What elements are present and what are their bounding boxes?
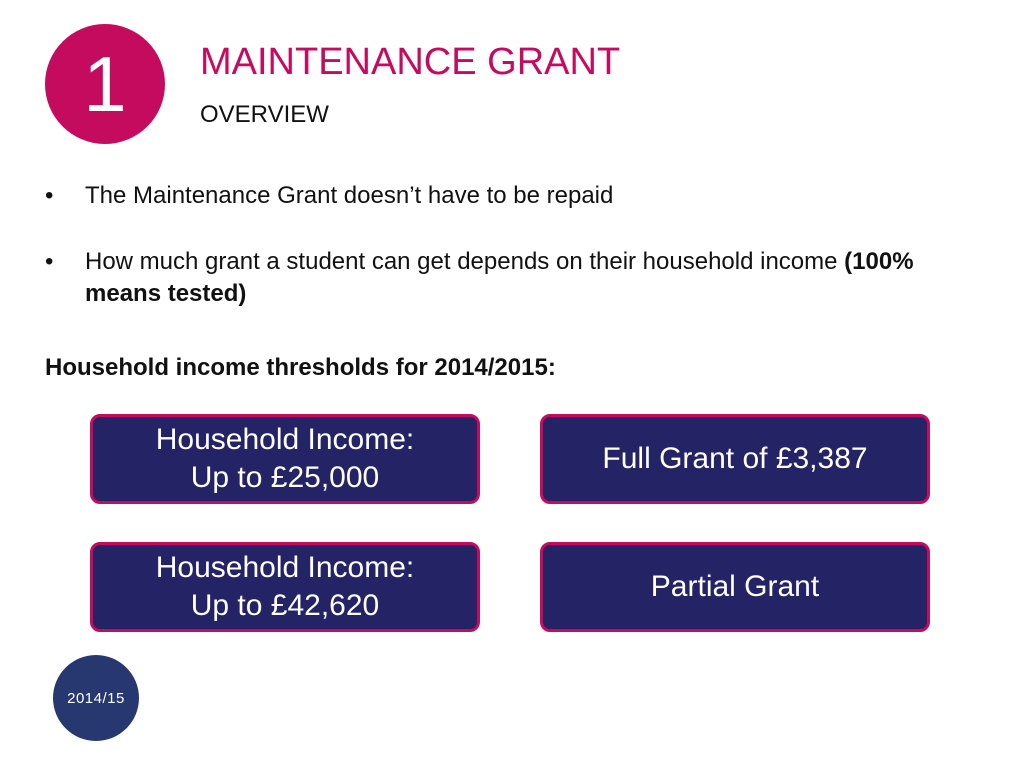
box-line: Up to £25,000 — [190, 461, 380, 494]
box-line: Household Income: — [155, 551, 415, 584]
box-line: Up to £42,620 — [190, 589, 380, 622]
bullet-item — [45, 246, 925, 310]
section-number-badge — [45, 24, 165, 144]
threshold-box-partial-grant — [540, 542, 930, 632]
bullet-text: How much grant a student can get depends on their household income — [85, 248, 845, 275]
bullet-marker: • — [45, 248, 54, 275]
slide-subtitle: OVERVIEW — [200, 101, 329, 128]
box-line: Full Grant of £3,387 — [602, 442, 868, 475]
threshold-box-income-42620 — [90, 542, 480, 632]
year-badge — [53, 655, 139, 741]
bullet-item — [45, 180, 925, 212]
box-line: Household Income: — [155, 423, 415, 456]
slide-title: MAINTENANCE GRANT — [200, 41, 621, 83]
bullet-text: The Maintenance Grant doesn’t have to be repaid — [85, 182, 614, 209]
bullet-marker: • — [45, 182, 54, 209]
threshold-box-income-25000 — [90, 414, 480, 504]
thresholds-heading: Household income thresholds for 2014/2015: — [45, 354, 556, 381]
threshold-box-full-grant — [540, 414, 930, 504]
bullet-emphasis: (100% means tested) — [85, 248, 914, 307]
section-number: 1 — [83, 40, 127, 128]
box-line: Partial Grant — [650, 570, 820, 603]
year-badge-label: 2014/15 — [67, 689, 125, 707]
bullet-list — [45, 180, 925, 344]
